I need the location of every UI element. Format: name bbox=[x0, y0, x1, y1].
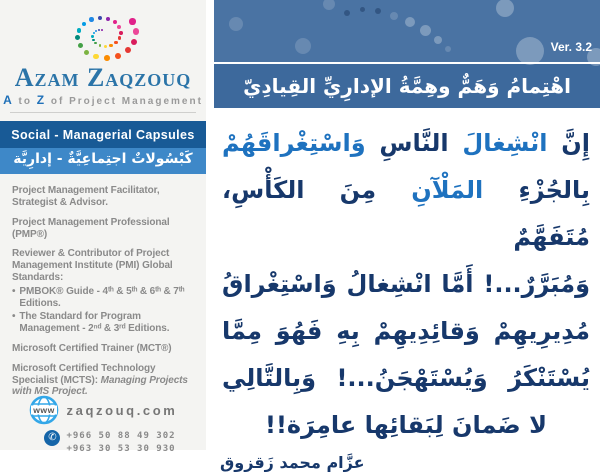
decorative-bubble bbox=[405, 17, 415, 27]
decorative-bubble bbox=[445, 46, 451, 52]
rainbow-dot-spiral-icon bbox=[38, 4, 168, 64]
decorative-bubble bbox=[344, 10, 350, 16]
phone-row bbox=[0, 430, 206, 456]
tagline-to: to bbox=[18, 96, 32, 108]
sidebar bbox=[0, 0, 206, 455]
body-segment: المَلْآنِ bbox=[376, 176, 484, 204]
decorative-bubble bbox=[323, 0, 335, 10]
decorative-bubble bbox=[434, 36, 442, 44]
bullet-pmbok-text: PMBOK® Guide - 4ᵗʰ & 5ᵗʰ & 6ᵗʰ & 7ᵗʰ Editions. bbox=[19, 285, 185, 309]
spiral-dot bbox=[99, 44, 102, 47]
website-row bbox=[0, 395, 206, 425]
phone-icon: ✆ bbox=[44, 430, 60, 446]
spiral-dot bbox=[98, 29, 100, 31]
body-text bbox=[214, 108, 600, 449]
decorative-bubble bbox=[360, 7, 365, 12]
spiral-dot bbox=[115, 53, 121, 59]
body-line bbox=[222, 167, 590, 261]
brand-name: Azam Zaqzouq bbox=[14, 63, 192, 92]
bullet-pmbok bbox=[12, 286, 195, 310]
spiral-dot bbox=[93, 32, 95, 34]
spiral-dot bbox=[104, 55, 110, 61]
tagline-z: Z bbox=[36, 93, 47, 108]
decorative-bubble bbox=[390, 12, 398, 20]
spiral-dot bbox=[113, 20, 117, 24]
bullet-program-standard-text: The Standard for Program Management - 2ⁿᵈ & 3ʳᵈ Editions. bbox=[19, 311, 170, 335]
credential-mct: Microsoft Certified Trainer (MCT®) bbox=[12, 343, 172, 355]
credential-pmp: Project Management Professional (PMP®) bbox=[12, 216, 170, 240]
spiral-dot bbox=[78, 43, 83, 48]
bubble-header bbox=[214, 0, 600, 62]
bullet-dot: • bbox=[12, 311, 16, 323]
spiral-dot bbox=[101, 29, 103, 31]
body-segment: إِنَّ bbox=[547, 129, 590, 157]
phone-number-1: +966 50 88 49 302 bbox=[66, 431, 176, 441]
body-segment: النَّاسِ bbox=[365, 129, 449, 157]
body-line bbox=[222, 308, 590, 355]
spiral-dot bbox=[84, 50, 89, 55]
spiral-dot bbox=[129, 18, 135, 24]
spiral-dot bbox=[118, 36, 122, 40]
capsules-banner bbox=[0, 121, 206, 174]
brand-tagline bbox=[0, 93, 206, 107]
version-label: Ver. 3.2 bbox=[550, 40, 592, 54]
spiral-dot bbox=[125, 47, 131, 53]
spiral-dot bbox=[77, 28, 82, 33]
spiral-dot bbox=[104, 45, 107, 48]
credentials-list bbox=[0, 174, 206, 398]
sidebar-footer bbox=[0, 395, 206, 456]
decorative-bubble bbox=[420, 25, 431, 36]
divider bbox=[10, 112, 196, 113]
logo bbox=[0, 0, 206, 113]
spiral-dot bbox=[94, 42, 97, 45]
spiral-dot bbox=[119, 31, 123, 35]
credential-facilitator: Project Management Facilitator, Strategist & Advisor. bbox=[12, 185, 160, 209]
spiral-dot bbox=[109, 44, 112, 47]
decorative-bubble bbox=[496, 0, 514, 17]
spiral-dot bbox=[82, 22, 87, 27]
body-segment: بِالجُزْءِ bbox=[483, 176, 591, 204]
tagline-rest: of Project Management bbox=[50, 96, 203, 108]
banner-title-ar: كَبْسُولاتٌ اجتِماعِيَّةٌ - إدارِيَّة bbox=[0, 148, 206, 174]
bullet-program-standard bbox=[12, 311, 195, 335]
credential-mcts-text: Microsoft Certified Technology Specialist (MCTS): bbox=[12, 362, 156, 386]
phone-number-2: +963 30 53 30 930 bbox=[66, 444, 176, 455]
globe-www-icon bbox=[29, 395, 59, 425]
spiral-dot bbox=[133, 28, 139, 34]
decorative-bubble bbox=[516, 37, 544, 65]
credential-pmi-reviewer: Reviewer & Contributor of Project Management Institute (PMI) Global Standards: bbox=[12, 248, 173, 284]
author-signature: عزَّام محمد زَقزوق bbox=[220, 453, 365, 472]
spiral-dot bbox=[95, 30, 97, 32]
main-panel bbox=[214, 0, 600, 472]
spiral-dot bbox=[89, 17, 94, 22]
decorative-bubble bbox=[295, 38, 311, 54]
phone-numbers bbox=[66, 430, 175, 456]
body-line bbox=[222, 261, 590, 308]
spiral-dot bbox=[91, 35, 93, 37]
spiral-dot bbox=[93, 54, 98, 59]
spiral-dot bbox=[114, 41, 117, 44]
body-segment: انْشِغالَ bbox=[448, 129, 548, 157]
spiral-dot bbox=[117, 25, 121, 29]
tagline-a: A bbox=[3, 93, 14, 108]
spiral-dot bbox=[106, 17, 110, 21]
spiral-dot bbox=[131, 39, 137, 45]
spiral-dot bbox=[92, 39, 95, 42]
banner-title-en: Social - Managerial Capsules bbox=[0, 121, 206, 148]
body-segment: وَاسْتِغْراقَهُمْ bbox=[222, 129, 366, 157]
body-segment: مُدِيرِيهِمْ وَقائِدِيهِمْ بِهِ فَهُوَ مِمَّا bbox=[222, 317, 590, 345]
body-segment: يُسْتَنْكَرُ وَيُسْتَهْجَنُ...! وَبِالتَّالِي bbox=[222, 364, 590, 392]
body-line bbox=[222, 355, 590, 402]
credential-mcts-course: Managing Projects with MS Project. bbox=[12, 374, 188, 398]
decorative-bubble bbox=[587, 48, 605, 66]
body-segment: لا ضَمانَ لِبَقائِها عامِرَة!! bbox=[265, 411, 547, 439]
decorative-bubble bbox=[375, 8, 381, 14]
spiral-dot bbox=[98, 16, 102, 20]
body-line bbox=[222, 120, 590, 167]
credential-mcts bbox=[12, 363, 195, 398]
page-title: اهْتِمامُ وَهَمٌّ وهِمَّةُ الإدارِيِّ القِيادِيّ bbox=[243, 74, 571, 98]
body-segment: مِنَ الكَأْسِ، مُتَفَهَّمٌ bbox=[222, 176, 590, 251]
title-band bbox=[214, 64, 600, 108]
svg-text:www: www bbox=[32, 405, 55, 416]
body-line bbox=[222, 402, 590, 449]
body-segment: وَمُبَرَّرٌ...! أَمَّا انْشِغالُ وَاسْتِغْراقُ bbox=[222, 270, 590, 298]
spiral-dot bbox=[75, 35, 80, 40]
decorative-bubble bbox=[229, 17, 243, 31]
bullet-dot: • bbox=[12, 285, 16, 297]
website-url: zaqzouq.com bbox=[66, 402, 178, 418]
